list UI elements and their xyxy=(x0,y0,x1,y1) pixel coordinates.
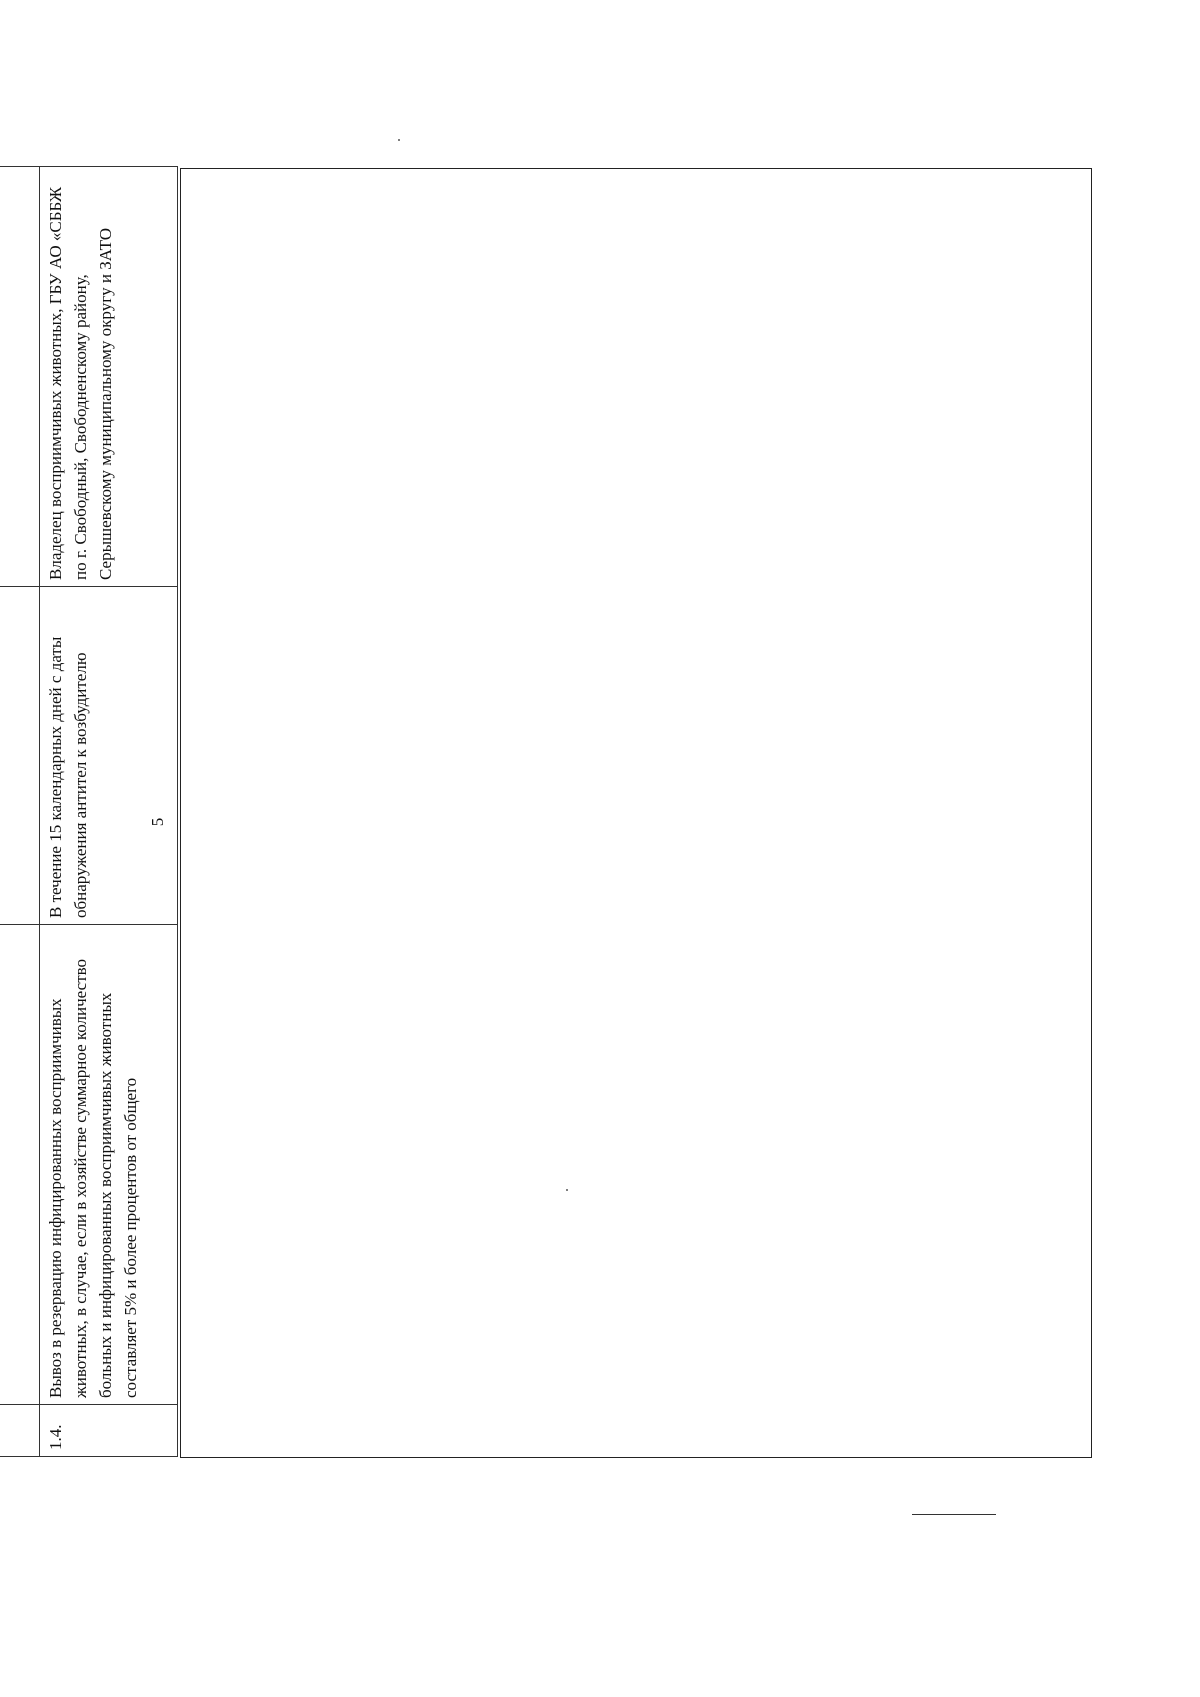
cell-timing xyxy=(0,587,39,925)
scan-speck xyxy=(398,139,400,141)
cell-timing: В течение 15 календарных дней с даты обнаружения антител к возбудителю xyxy=(39,587,177,925)
footer-rule xyxy=(912,1514,996,1515)
table-row xyxy=(0,167,39,1457)
measures-table xyxy=(45,168,1092,1458)
cell-responsible: Владелец восприимчивых животных, ГБУ АО «СББЖ по г. Свободный, Свободненскому району, Серышевскому муниципальному округу и ЗАТО xyxy=(39,167,177,587)
cell-responsible xyxy=(0,167,39,587)
cell-measure xyxy=(0,925,39,1405)
cell-measure: Вывоз в резервацию инфицированных восприимчивых животных, в случае, если в хозяйстве суммарное количество больных и инфицированных восприимчивых животных составляет 5% и более процентов от общего xyxy=(39,925,177,1405)
cell-item-number: 1.4. xyxy=(39,1405,177,1457)
measures-table-grid xyxy=(0,166,178,1457)
cell-item-number xyxy=(0,1405,39,1457)
rotated-table-wrapper xyxy=(0,167,181,1457)
page-number: 5 xyxy=(148,817,167,827)
table-row xyxy=(39,167,177,1457)
